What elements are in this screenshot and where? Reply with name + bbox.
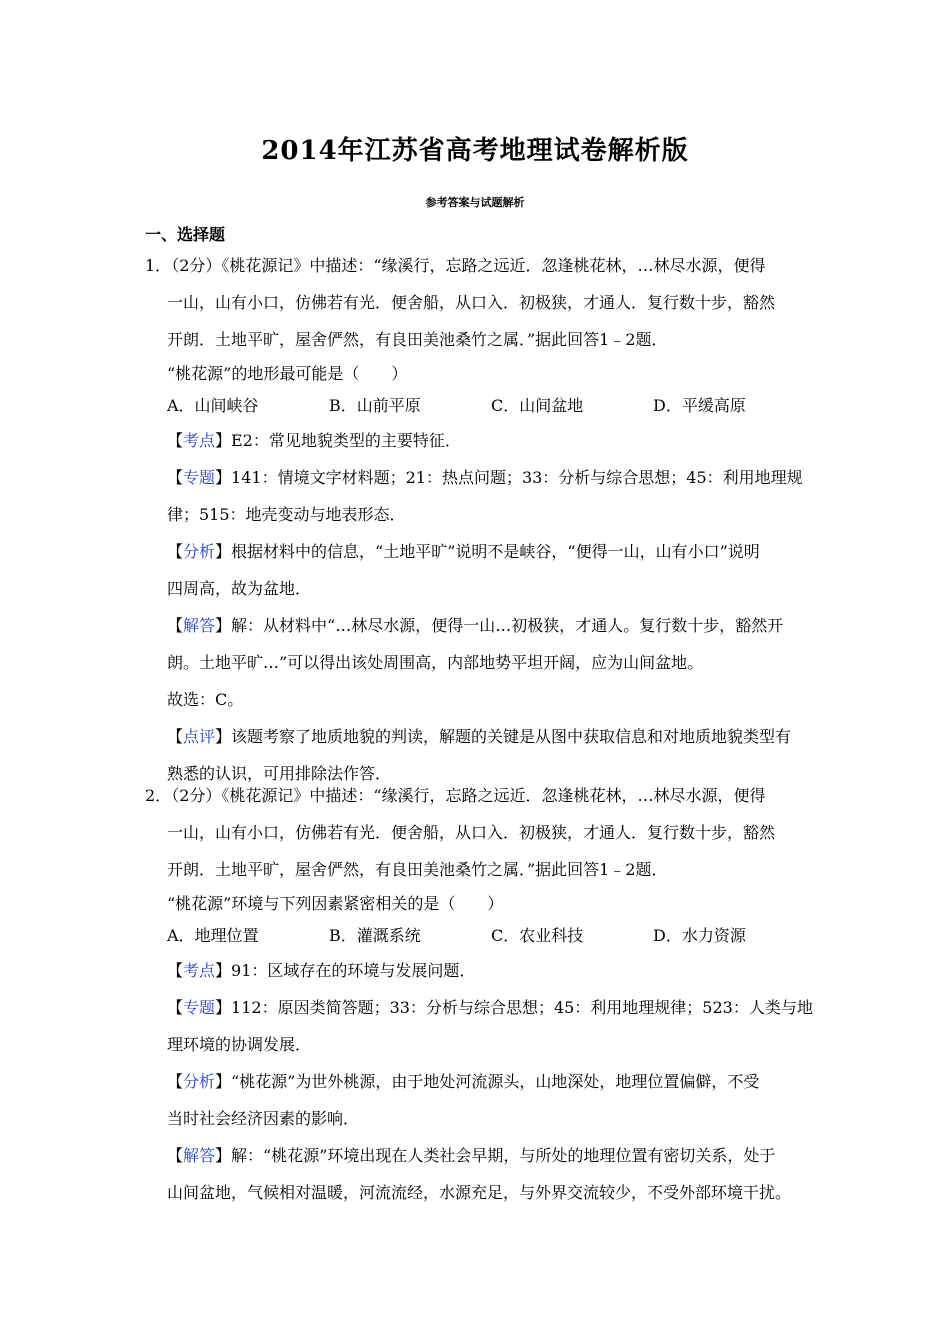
question-stem: “桃花源”的地形最可能是（ ） (167, 364, 408, 383)
question-2-line: 2．（2分）《桃花源记》中描述：“缘溪行，忘路之远近．忽逢桃花林，…林尽水源，便得 (145, 786, 766, 805)
dianping-tag: 点评 (183, 727, 216, 746)
kaodian-tag: 考点 (183, 961, 216, 980)
dianping-line: 【点评】该题考察了地质地貌的判读，解题的关键是从图中获取信息和对地质地貌类型有 (167, 727, 792, 746)
kaodian-tag: 考点 (183, 431, 216, 450)
options-row (145, 920, 815, 952)
jieda-line: 山间盆地，气候相对温暖，河流流经，水源充足，与外界交流较少，不受外部环境干扰。 (167, 1183, 792, 1202)
option-d: D．水力资源 (653, 926, 746, 945)
option-c: C．山间盆地 (491, 396, 584, 415)
jieda-tag: 解答 (183, 616, 216, 635)
question-2-line: 开朗．土地平旷，屋舍俨然，有良田美池桑竹之属．”据此回答1﹣2题． (167, 860, 668, 879)
zhuanti-line: 【专题】112：原因类简答题；33：分析与综合思想；45：利用地理规律；523：人类与地 (167, 998, 813, 1017)
question-number: 2． (145, 786, 172, 805)
fenxi-line: 四周高，故为盆地． (167, 579, 312, 598)
zhuanti-line: 律；515：地壳变动与地表形态． (167, 505, 406, 524)
option-c: C．农业科技 (491, 926, 584, 945)
fenxi-line: 当时社会经济因素的影响． (167, 1109, 360, 1128)
fenxi-tag: 分析 (183, 542, 216, 561)
kaodian-line: 【考点】91：区域存在的环境与发展问题． (167, 961, 476, 980)
document-subtitle: 参考答案与试题解析 (425, 196, 525, 209)
fenxi-tag: 分析 (183, 1072, 216, 1091)
question-2-line: 一山，山有小口，仿佛若有光．便舍船，从口入．初极狭，才通人．复行数十步，豁然 (167, 823, 776, 842)
question-number: 1． (145, 256, 172, 275)
jieda-line: 【解答】解：从材料中“…林尽水源，便得一山…初极狭，才通人。复行数十步，豁然开 (167, 616, 784, 635)
answer-select: 故选：C。 (167, 690, 244, 709)
kaodian-line: 【考点】E2：常见地貌类型的主要特征． (167, 431, 461, 450)
option-b: B．灌溉系统 (329, 926, 421, 945)
question-1 (145, 247, 815, 792)
question-1-line: 一山，山有小口，仿佛若有光．便舍船，从口入．初极狭，才通人．复行数十步，豁然 (167, 293, 776, 312)
option-d: D．平缓高原 (653, 396, 746, 415)
jieda-line: 朗。土地平旷…”可以得出该处周围高，内部地势平坦开阔，应为山间盆地。 (167, 653, 704, 672)
question-stem: “桃花源”环境与下列因素紧密相关的是（ ） (167, 894, 504, 913)
question-2 (145, 777, 815, 1211)
question-1-line: 1．（2分）《桃花源记》中描述：“缘溪行，忘路之远近．忽逢桃花林，…林尽水源，便得 (145, 256, 766, 275)
fenxi-line: 【分析】“桃花源”为世外桃源，由于地处河流源头，山地深处，地理位置偏僻，不受 (167, 1072, 760, 1091)
section-heading: 一、选择题 (145, 225, 226, 244)
document-title: 2014年江苏省高考地理试卷解析版 (261, 136, 689, 166)
option-b: B．山前平原 (329, 396, 421, 415)
question-1-line: 开朗．土地平旷，屋舍俨然，有良田美池桑竹之属．”据此回答1﹣2题． (167, 330, 668, 349)
option-a: A．地理位置 (167, 926, 259, 945)
jieda-line: 【解答】解：“桃花源”环境出现在人类社会早期，与所处的地理位置有密切关系，处于 (167, 1146, 776, 1165)
dianping-line: 熟悉的认识，可用排除法作答． (167, 764, 392, 783)
zhuanti-line: 理环境的协调发展． (167, 1035, 312, 1054)
zhuanti-line: 【专题】141：情境文字材料题；21：热点问题；33：分析与综合思想；45：利用地理规 (167, 468, 803, 487)
zhuanti-tag: 专题 (183, 468, 216, 487)
fenxi-line: 【分析】根据材料中的信息，“土地平旷”说明不是峡谷，“便得一山，山有小口”说明 (167, 542, 760, 561)
jieda-tag: 解答 (183, 1146, 216, 1165)
options-row (145, 390, 815, 422)
zhuanti-tag: 专题 (183, 998, 216, 1017)
option-a: A．山间峡谷 (167, 396, 259, 415)
